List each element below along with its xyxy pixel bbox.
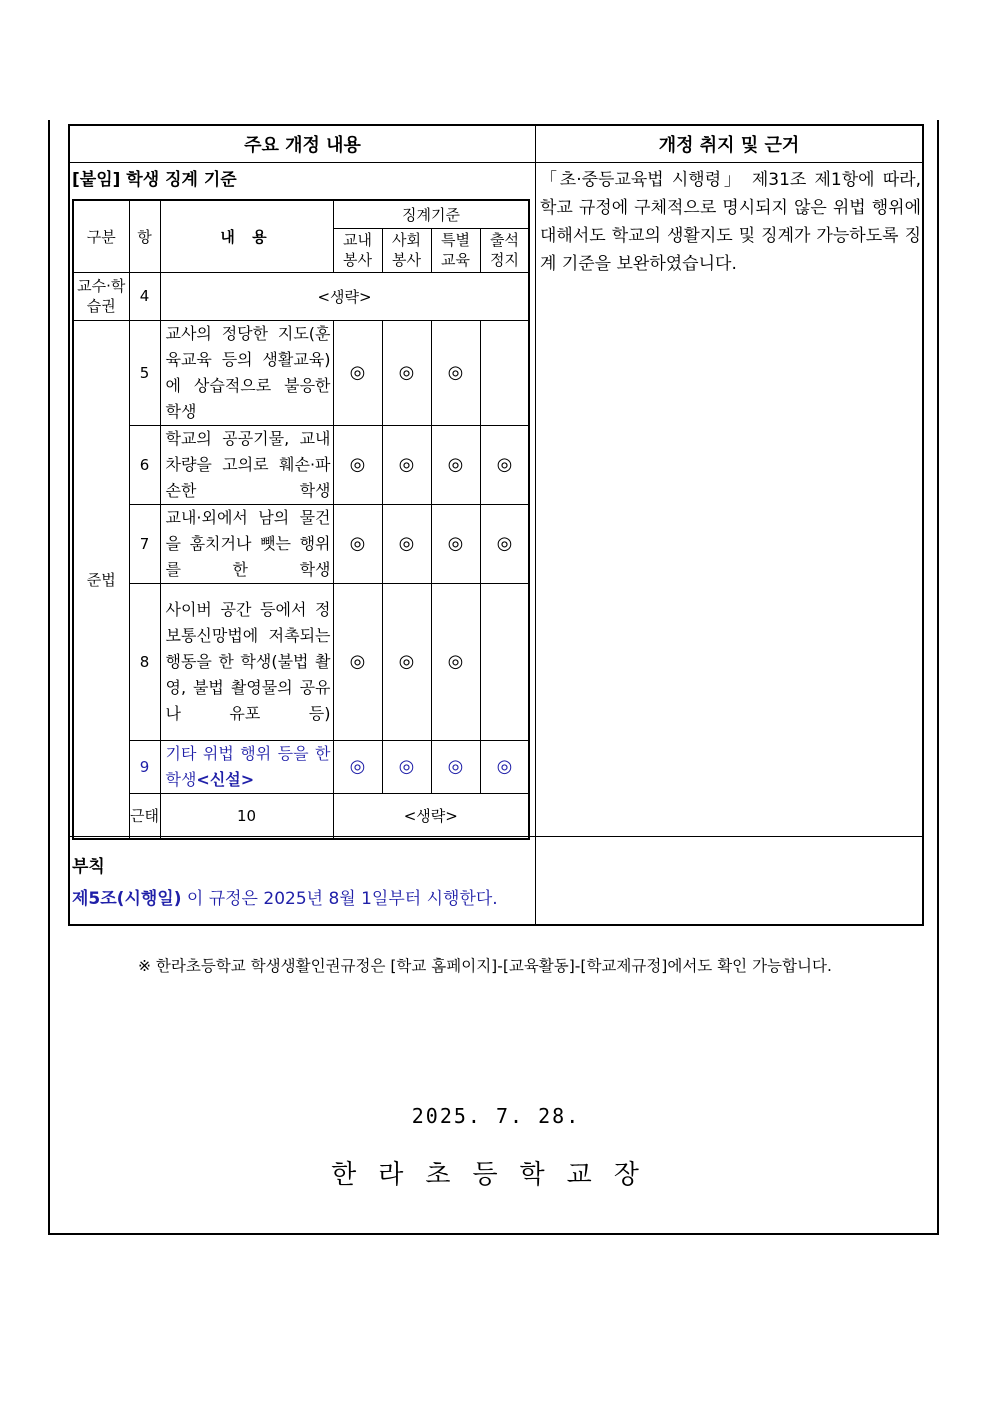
school-principal: 한라초등학교장 <box>331 1160 661 1190</box>
row-no-new: 9 <box>129 740 160 793</box>
mark-community-service: ◎ <box>382 425 431 504</box>
footnote: ※ 한라초등학교 학생생활인권규정은 [학교 홈페이지]-[교육활동]-[학교제규정]에서도 확인 가능합니다. <box>138 957 832 975</box>
gubun-teaching: 교수·학습권 <box>73 272 129 320</box>
header-main-changes: 주요 개정 내용 <box>244 135 361 156</box>
mark-school-service: ◎ <box>333 320 382 425</box>
mark-school-service: ◎ <box>333 740 382 793</box>
mark-special-education: ◎ <box>431 740 480 793</box>
mark-community-service: ◎ <box>382 740 431 793</box>
mark-special-education: ◎ <box>431 320 480 425</box>
mark-school-service: ◎ <box>333 425 382 504</box>
issue-date: 2025. 7. 28. <box>411 1104 581 1128</box>
mark-school-service: ◎ <box>333 583 382 740</box>
omitted-text: <생략> <box>333 793 529 839</box>
col-gubun: 구분 <box>73 200 129 272</box>
revision-reason: 「초·중등교육법 시행령」 제31조 제1항에 따라, 학교 규정에 구체적으로 명시되지 않은 위법 행위에 대해서도 학교의 생활지도 및 징계가 가능하도록 징계 기준을 보완하였습니다. <box>540 170 921 274</box>
mark-special-education: ◎ <box>431 583 480 740</box>
omitted-text: <생략> <box>160 272 529 320</box>
mark-community-service: ◎ <box>382 583 431 740</box>
row-content: 교내·외에서 남의 물건을 훔치거나 뺏는 행위를 한 학생 <box>160 504 333 583</box>
mark-community-service: ◎ <box>382 320 431 425</box>
col-content: 내 용 <box>160 200 333 272</box>
mark-school-service: ◎ <box>333 504 382 583</box>
mark-suspension: ◎ <box>480 425 529 504</box>
col-discipline-group: 징계기준 <box>333 200 529 228</box>
mark-suspension: ◎ <box>480 740 529 793</box>
appendix-title: 부칙 <box>72 857 105 877</box>
mark-suspension: ◎ <box>480 504 529 583</box>
row-content: 학교의 공공기물, 교내 차량을 고의로 훼손·파손한 학생 <box>160 425 333 504</box>
mark-empty <box>480 583 529 740</box>
appendix-article <box>72 884 498 909</box>
col-community-service: 사회 봉사 <box>382 228 431 272</box>
row-no: 7 <box>129 504 160 583</box>
section-title: [붙임] 학생 징계 기준 <box>72 170 237 190</box>
mark-community-service: ◎ <box>382 504 431 583</box>
column-divider <box>535 124 536 926</box>
row-no: 4 <box>129 272 160 320</box>
gubun-attendance: 근태 <box>129 793 160 839</box>
col-suspension: 출석 정지 <box>480 228 529 272</box>
mark-special-education: ◎ <box>431 504 480 583</box>
new-tag: <신설> <box>196 769 255 789</box>
col-special-education: 특별 교육 <box>431 228 480 272</box>
gubun-law: 준법 <box>73 320 129 839</box>
mark-empty <box>480 320 529 425</box>
discipline-table <box>72 199 530 840</box>
row-no: 6 <box>129 425 160 504</box>
header-divider <box>68 162 924 163</box>
mark-special-education: ◎ <box>431 425 480 504</box>
row-no: 8 <box>129 583 160 740</box>
col-hang: 항 <box>129 200 160 272</box>
row-no: 5 <box>129 320 160 425</box>
article-text: 이 규정은 2025년 8월 1일부터 시행한다. <box>186 889 498 909</box>
article-label: 제5조(시행일) <box>72 889 182 909</box>
header-reason: 개정 취지 및 근거 <box>658 135 800 156</box>
row-content-new <box>160 740 333 793</box>
row-content: 사이버 공간 등에서 정보통신망법에 저촉되는 행동을 한 학생(불법 촬영, 불법 촬영물의 공유나 유포 등) <box>160 583 333 740</box>
row-content: 교사의 정당한 지도(훈육교육 등의 생활교육)에 상습적으로 불응한 학생 <box>160 320 333 425</box>
row-no: 10 <box>160 793 333 839</box>
new-rule-text: 기타 위법 행위 등을 한 학생 <box>165 743 331 789</box>
col-school-service: 교내 봉사 <box>333 228 382 272</box>
